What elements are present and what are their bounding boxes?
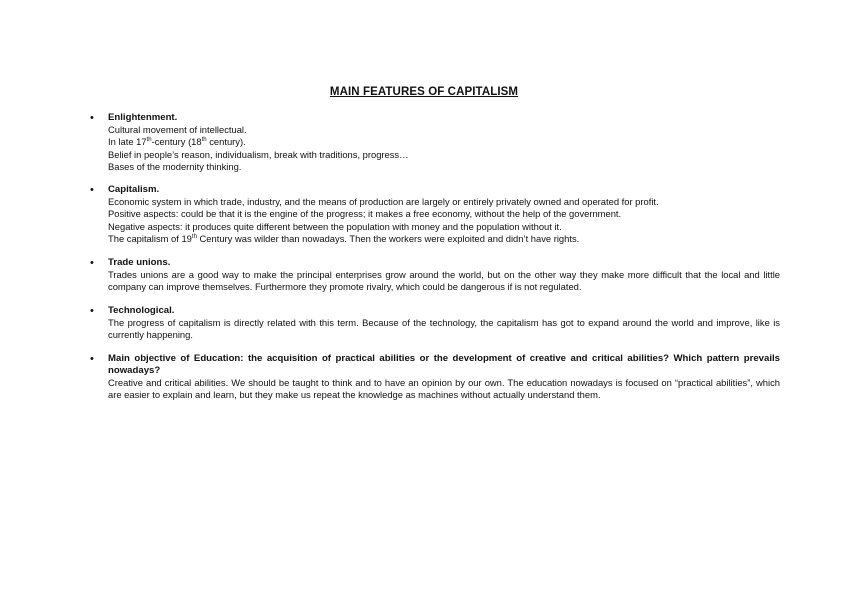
section-paragraph: The progress of capitalism is directly related with this term. Because of the technology, the capitalism has got to expand around the world and improve, like is currently happening. <box>108 317 780 341</box>
bullet-icon: • <box>90 184 94 196</box>
text-line: Negative aspects: it produces quite different between the population with money and the population without it. <box>108 220 562 232</box>
bullet-icon: • <box>90 257 94 269</box>
section-heading: Technological. <box>108 305 175 316</box>
text-line: Positive aspects: could be that it is the engine of the progress; it makes a free economy, without the help of the government. <box>108 208 622 220</box>
text-line: In late 17th-century (18th century). <box>108 136 246 148</box>
text-line: Belief in people’s reason, individualism, break with traditions, progress… <box>108 148 409 160</box>
text-line: Bases of the modernity thinking. <box>108 160 242 172</box>
section-heading: Enlightenment. <box>108 112 178 123</box>
section-paragraph: Creative and critical abilities. We should be taught to think and to have an opinion by our own. The education nowadays is focused on “practical abilities”, which are easier to explain and learn, but they make us repeat the knowledge as machines without actually understand them. <box>108 377 780 401</box>
bullet-icon: • <box>90 112 94 124</box>
section-capitalism <box>90 184 780 245</box>
section-education <box>90 353 780 402</box>
text-line: Cultural movement of intellectual. <box>108 124 247 135</box>
section-paragraph: Trades unions are a good way to make the principal enterprises grow around the world, but on the other way they make more difficult that the local and little company can improve themselves. Furthermore they promote rivalry, which could be dangerous if is not regulated. <box>108 269 780 293</box>
page-title: MAIN FEATURES OF CAPITALISM <box>329 86 519 98</box>
bullet-icon: • <box>90 353 94 365</box>
section-heading: Capitalism. <box>108 184 160 195</box>
section-enlightenment <box>90 112 780 173</box>
section-technological <box>90 305 780 342</box>
bullet-icon: • <box>90 305 94 317</box>
section-heading: Trade unions. <box>108 257 171 268</box>
section-heading: Main objective of Education: the acquisition of practical abilities or the development of creative and critical abilities? Which pattern prevails nowadays? <box>108 353 780 376</box>
text-line: The capitalism of 19th Century was wilder than nowadays. Then the workers were exploited and didn’t have rights. <box>108 232 580 244</box>
section-trade-unions <box>90 257 780 294</box>
text-line: Economic system in which trade, industry, and the means of production are largely or entirely privately owned and operated for profit. <box>108 196 659 207</box>
